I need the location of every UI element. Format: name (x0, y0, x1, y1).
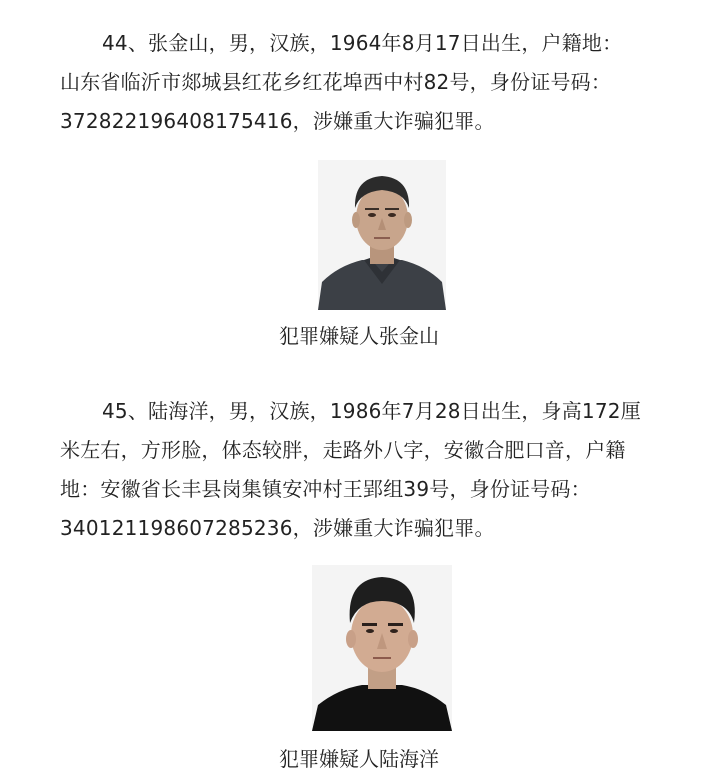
description-line: 地：安徽省长丰县岗集镇安冲村王郢组39号，身份证号码： (60, 477, 591, 501)
suspect-portrait-image (312, 565, 452, 731)
description-line: 44、张金山，男，汉族，1964年8月17日出生，户籍地： (102, 31, 623, 55)
description-line: 米左右，方形脸，体态较胖，走路外八字，安徽合肥口音，户籍 (60, 438, 626, 462)
suspect-44-caption: 犯罪嫌疑人张金山 (279, 324, 439, 348)
description-line: 山东省临沂市郯城县红花乡红花埠西中村82号，身份证号码： (60, 70, 612, 94)
suspect-44-description (60, 24, 670, 141)
suspect-45-caption: 犯罪嫌疑人陆海洋 (279, 747, 439, 771)
description-line: 45、陆海洋，男，汉族，1986年7月28日出生，身高172厘 (102, 399, 641, 423)
suspect-45-photo (312, 565, 452, 731)
description-line: 340121198607285236，涉嫌重大诈骗犯罪。 (60, 516, 495, 540)
suspect-45-description (60, 392, 670, 548)
suspect-portrait-image (318, 160, 446, 310)
suspect-44-photo (318, 160, 446, 310)
description-line: 372822196408175416，涉嫌重大诈骗犯罪。 (60, 109, 495, 133)
